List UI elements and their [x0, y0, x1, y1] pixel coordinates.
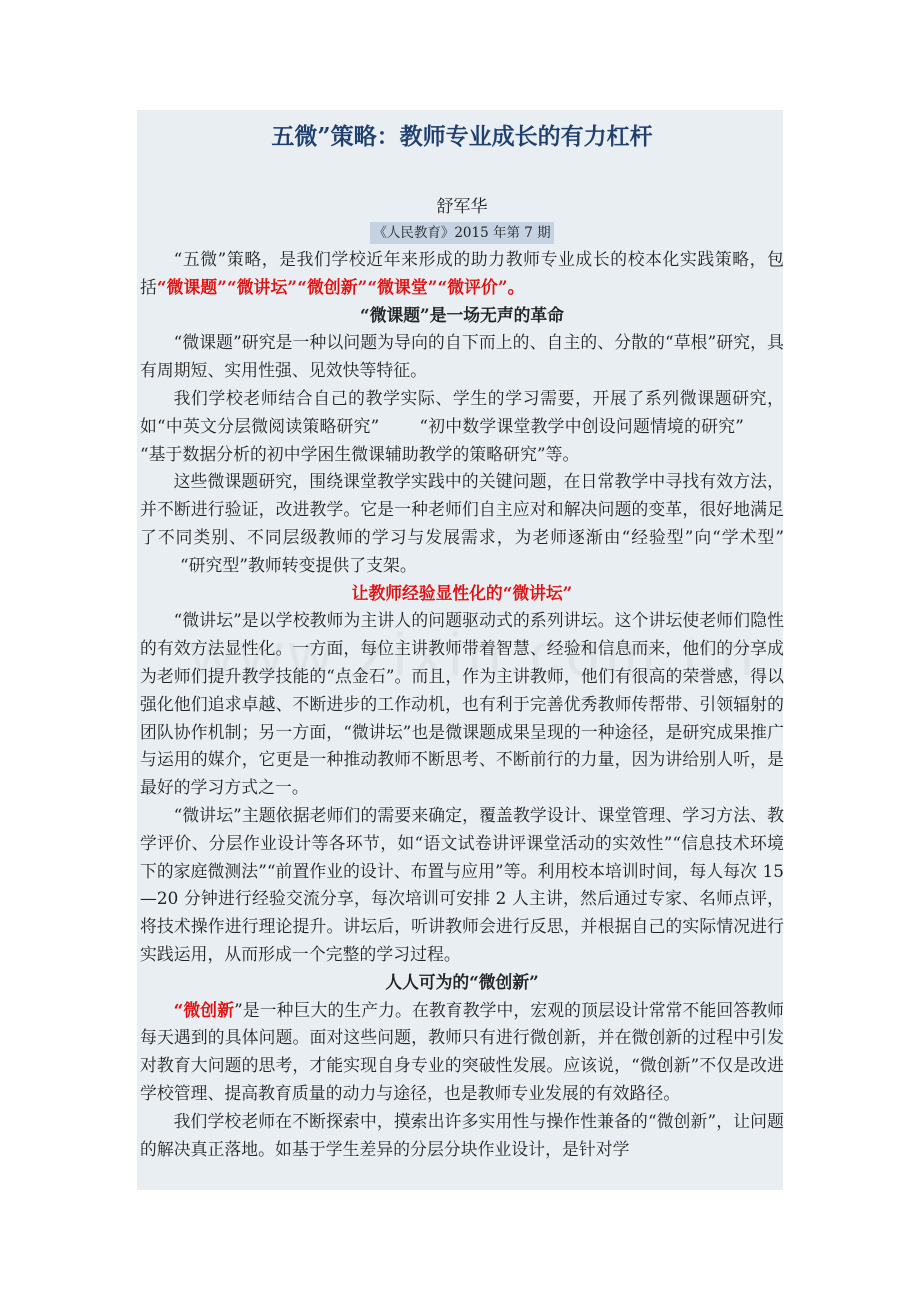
section1-paragraph-2 — [140, 385, 784, 468]
section1-p2-part3: “基于数据分析的初中学困生微课辅助教学的策略研究”等。 — [140, 443, 580, 464]
section3-heading: 人人可为的“微创新” — [385, 971, 539, 992]
section1-paragraph-1: “微课题”研究是一种以问题为导向的自下而上的、自主的、分散的“草根”研究，具有周期短、实用性强、见效快等特征。 — [140, 332, 784, 381]
intro-paragraph — [140, 246, 784, 302]
article-author: 舒军华 — [436, 197, 488, 217]
section1-paragraph-3 — [140, 468, 784, 579]
source-citation: 《人民教育》2015 年第 7 期 — [370, 222, 553, 244]
article-title: 五微”策略：教师专业成长的有力杠杆 — [271, 123, 653, 150]
section1-heading: “微课题”是一场无声的革命 — [360, 304, 564, 325]
intro-text: “五微”策略，是我们学校近年来形成的助力教师专业成长的校本化实践策略，包括 — [140, 249, 784, 297]
section1-p2-part2: “初中数学课堂教学中创设问题情境的研究” — [419, 415, 744, 436]
article-body — [140, 118, 784, 1163]
intro-highlight: “微课题”“微讲坛”“微创新”“微课堂”“微评价”。 — [156, 276, 525, 297]
section3-paragraph-2: 我们学校老师在不断探索中，摸索出许多实用性与操作性兼备的“微创新”，让问题的解决真正落地。如基于学生差异的分层分块作业设计，是针对学 — [140, 1110, 784, 1159]
section1-p3-part1: 这些微课题研究，围绕课堂教学实践中的关键问题，在日常教学中寻找有效方法，并不断进行验证，改进教学。它是一种老师们自主应对和解决问题的变革，很好地满足了不同类别、不同层级教师的学习与发展需求，为老师逐渐由“经验型”向“学术型” — [140, 471, 784, 547]
section1-p3-part2: “研究型”教师转变提供了支架。 — [180, 554, 417, 575]
section3-paragraph-1 — [140, 997, 784, 1108]
section1-p2-part1: 我们学校老师结合自己的教学实际、学生的学习需要，开展了系列微课题研究，如“中英文分层微阅读策略研究” — [140, 387, 784, 436]
section2-heading: 让教师经验显性化的“微讲坛” — [351, 582, 573, 603]
section3-highlight: “微创新 — [173, 999, 235, 1020]
source-line — [140, 220, 784, 246]
section3-p1-text: ”是一种巨大的生产力。在教育教学中，宏观的顶层设计常常不能回答教师每天遇到的具体问题。面对这些问题，教师只有进行微创新，并在微创新的过程中引发对教育大问题的思考，才能实现自身专业的突破性发展。应该说，“微创新”不仅是改进学校管理、提高教育质量的动力与途径，也是教师专业发展的有效路径。 — [140, 999, 784, 1103]
section2-paragraph-2: “微讲坛”主题依据老师们的需要来确定，覆盖教学设计、课堂管理、学习方法、教学评价、分层作业设计等各环节，如“语文试卷讲评课堂活动的实效性”“信息技术环境下的家庭微测法”“前置作业的设计、布置与应用”等。利用校本培训时间，每人每次 15—20 分钟进行经验交流分享，每次培训可安排 2 人主讲，然后通过专家、名师点评，将技术操作进行理论提升。讲坛后，听讲教师会进行反思，并根据自己的实际情况进行实践运用，从而形成一个完整的学习过程。 — [140, 804, 784, 964]
section2-paragraph-1: “微讲坛”是以学校教师为主讲人的问题驱动式的系列讲坛。这个讲坛使老师们隐性的有效方法显性化。一方面，每位主讲教师带着智慧、经验和信息而来，他们的分享成为老师们提升教学技能的“点金石”。而且，作为主讲教师，他们有很高的荣誉感，得以强化他们追求卓越、不断进步的工作动机，也有利于完善优秀教师传帮带、引领辐射的团队协作机制；另一方面，“微讲坛”也是微课题成果呈现的一种途径，是研究成果推广与运用的媒介，它更是一种推动教师不断思考、不断前行的力量，因为讲给别人听，是最好的学习方式之一。 — [140, 610, 784, 798]
